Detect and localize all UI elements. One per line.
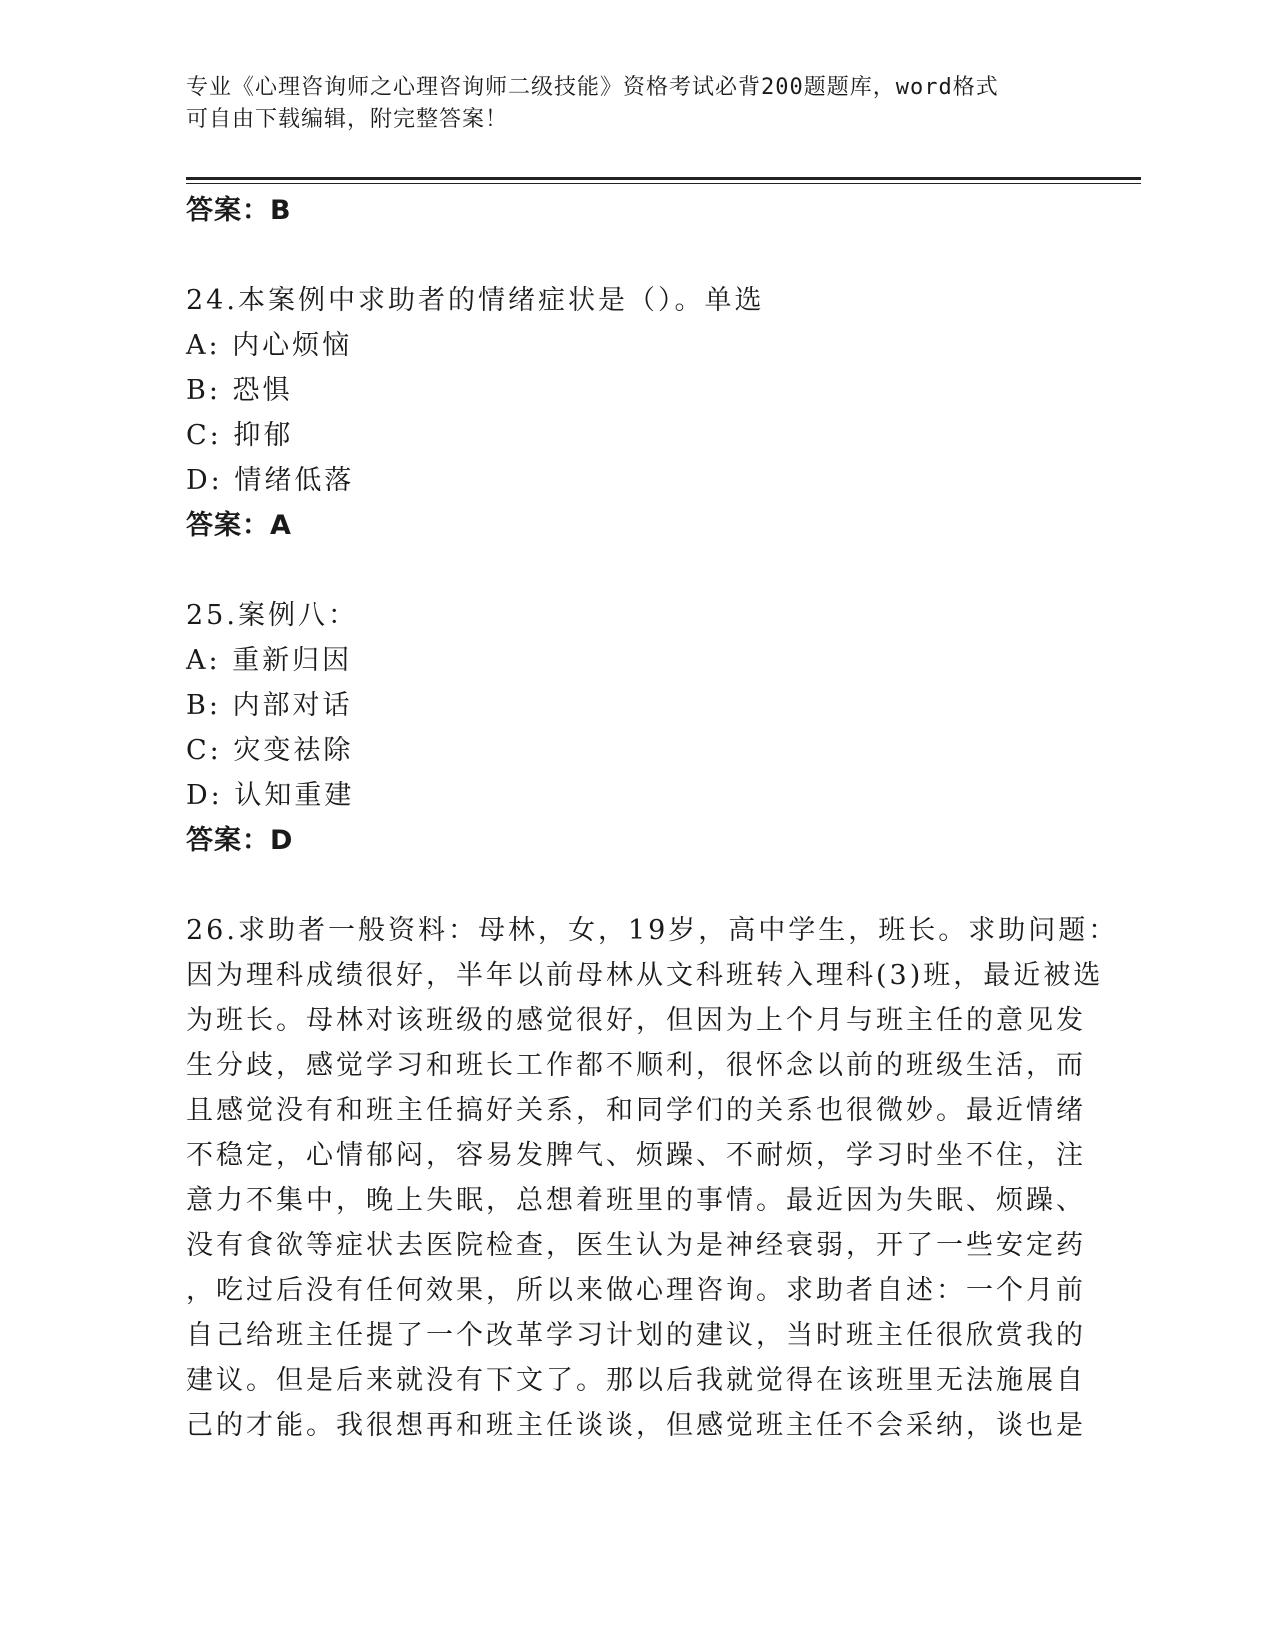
spacer: [186, 548, 1066, 593]
document-header: [186, 72, 1066, 136]
header-divider-thin: [186, 183, 1141, 184]
paragraph-line: 为班长。母林对该班级的感觉很好，但因为上个月与班主任的意见发: [186, 1005, 1086, 1036]
option-d: D: 认知重建: [186, 780, 355, 811]
spacer: [186, 233, 1066, 278]
question-answer: 答案：D: [186, 825, 294, 856]
question-text: 25.案例八：: [186, 600, 358, 631]
question-text: 24.本案例中求助者的情绪症状是（）。单选: [186, 285, 765, 316]
paragraph-line: 没有食欲等症状去医院检查，医生认为是神经衰弱，开了一些安定药: [186, 1230, 1086, 1261]
header-line-2: 可自由下载编辑，附完整答案！: [186, 107, 509, 132]
question-content: [186, 188, 1119, 1448]
paragraph-line: 且感觉没有和班主任搞好关系，和同学们的关系也很微妙。最近情绪: [186, 1095, 1086, 1126]
paragraph-line: ，吃过后没有任何效果，所以来做心理咨询。求助者自述：一个月前: [186, 1275, 1086, 1306]
paragraph-line: 生分歧，感觉学习和班长工作都不顺利，很怀念以前的班级生活，而: [186, 1050, 1086, 1081]
option-a: A: 重新归因: [186, 645, 353, 676]
question-answer: 答案：A: [186, 510, 292, 541]
header-line-1: 专业《心理咨询师之心理咨询师二级技能》资格考试必背200题题库，word格式: [186, 75, 999, 100]
option-b: B: 内部对话: [186, 690, 353, 721]
paragraph-line: 因为理科成绩很好，半年以前母林从文科班转入理科(3)班，最近被选: [186, 960, 1104, 991]
spacer: [186, 863, 1066, 908]
option-c: C: 抑郁: [186, 420, 294, 451]
option-b: B: 恐惧: [186, 375, 293, 406]
option-d: D: 情绪低落: [186, 465, 355, 496]
previous-answer: 答案：B: [186, 195, 292, 226]
question-24: [186, 278, 1066, 548]
question-25: [186, 593, 1066, 863]
option-a: A: 内心烦恼: [186, 330, 353, 361]
option-c: C: 灾变祛除: [186, 735, 354, 766]
paragraph-line: 意力不集中，晚上失眠，总想着班里的事情。最近因为失眠、烦躁、: [186, 1185, 1086, 1216]
paragraph-line: 己的才能。我很想再和班主任谈谈，但感觉班主任不会采纳，谈也是: [186, 1410, 1086, 1441]
question-26: [186, 908, 1119, 1448]
paragraph-line: 不稳定，心情郁闷，容易发脾气、烦躁、不耐烦，学习时坐不住，注: [186, 1140, 1086, 1171]
paragraph-line: 自己给班主任提了一个改革学习计划的建议，当时班主任很欣赏我的: [186, 1320, 1086, 1351]
paragraph-line: 建议。但是后来就没有下文了。那以后我就觉得在该班里无法施展自: [186, 1365, 1086, 1396]
paragraph-line: 26.求助者一般资料：母林，女，19岁，高中学生，班长。求助问题：: [186, 915, 1119, 946]
header-divider-thick: [186, 177, 1141, 180]
